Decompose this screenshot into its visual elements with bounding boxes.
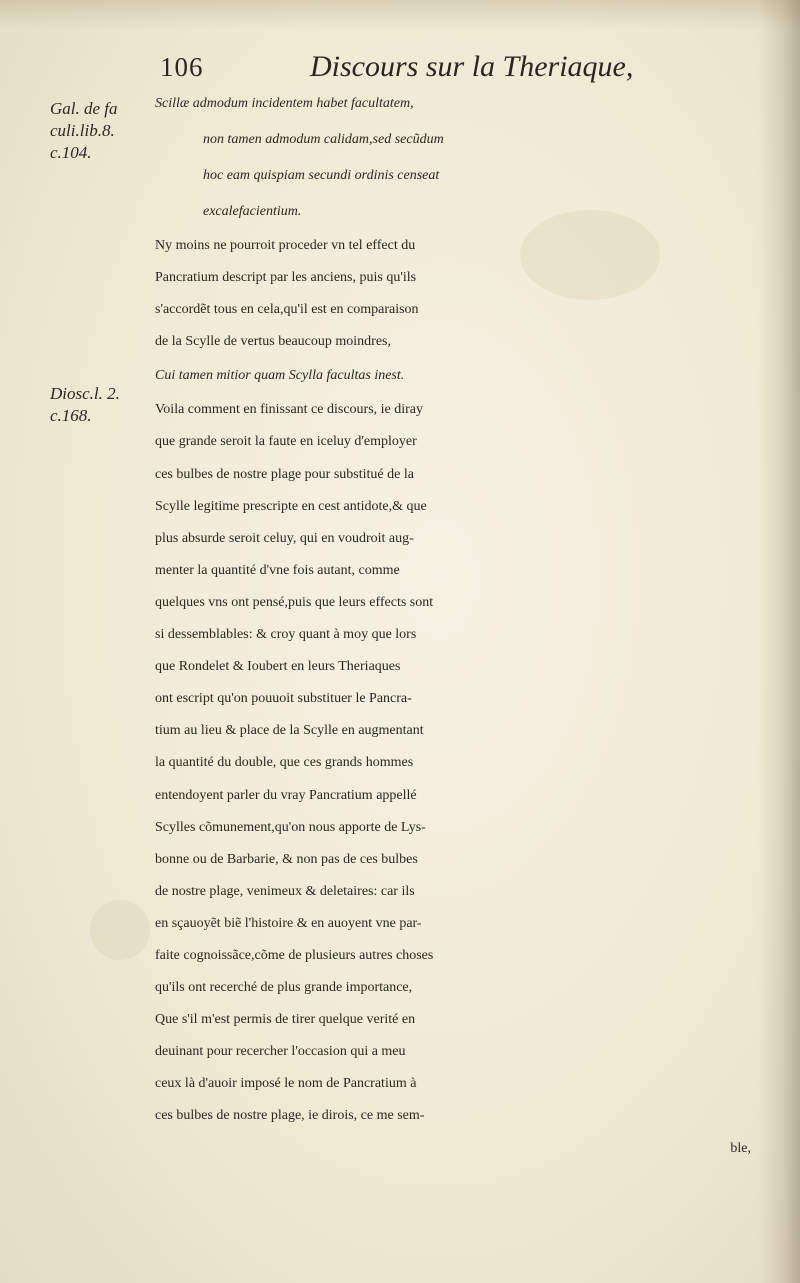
text-line: hoc eam quispiam secundi ordinis censeat [203, 168, 440, 183]
text-line: non tamen admodum calidam,sed secũdum [203, 132, 444, 147]
text-line: de nostre plage, venimeux & deletaires: car ils [155, 883, 415, 899]
text-line: Scylles cõmunement,qu'on nous apporte de Lys- [155, 819, 426, 835]
text-line: deuinant pour recercher l'occasion qui a meu [155, 1044, 406, 1060]
page-number: 106 [160, 52, 204, 82]
text-line: Scillæ admodum incidentem habet facultatem, [155, 96, 414, 111]
text-line: bonne ou de Barbarie, & non pas de ces bulbes [155, 851, 418, 867]
text-line: quelques vns ont pensé,puis que leurs effects sont [155, 594, 434, 610]
text-line: en sçauoyẽt biẽ l'histoire & en auoyent vne par- [155, 915, 422, 931]
text-line: menter la quantité d'vne fois autant, comme [155, 562, 400, 578]
text-line: entendoyent parler du vray Pancratium appellé [155, 787, 417, 803]
text-line: Que s'il m'est permis de tirer quelque verité en [155, 1012, 416, 1028]
text-line: plus absurde seroit celuy, qui en voudroit aug- [155, 530, 414, 546]
text-line: qu'ils ont recerché de plus grande importance, [155, 980, 413, 996]
text-line: s'accordẽt tous en cela,qu'il est en comparaison [155, 302, 419, 318]
text-line: Pancratium descript par les anciens, puis qu'ils [155, 270, 417, 286]
text-line: que Rondelet & Ioubert en leurs Theriaques [155, 659, 401, 675]
text-line: si dessemblables: & croy quant à moy que lors [155, 627, 417, 643]
text-line: Ny moins ne pourroit proceder vn tel effect du [155, 238, 416, 253]
page-top-shadow [0, 0, 800, 30]
paper-stain [90, 900, 150, 960]
margin-note-dioscorides: Diosc.l. 2. c.168. [50, 384, 120, 425]
text-line: Voila comment en finissant ce discours, ie diray [155, 402, 424, 418]
text-line: que grande seroit la faute en iceluy d'employer [155, 434, 417, 450]
text-line: excalefacientium. [203, 204, 302, 219]
text-line: ble, [730, 1140, 751, 1156]
text-line: ces bulbes de nostre plage, ie dirois, ce me sem- [155, 1108, 425, 1124]
text-line: de la Scylle de vertus beaucoup moindres, [155, 334, 391, 350]
text-line: tium au lieu & place de la Scylle en augmentant [155, 723, 424, 739]
text-line: la quantité du double, que ces grands hommes [155, 755, 414, 771]
text-line: faite cognoissãce,cõme de plusieurs autres choses [155, 947, 434, 963]
running-title: Discours sur la Theriaque, [310, 50, 634, 83]
text-line: ont escript qu'on pouuoit substituer le Pancra- [155, 691, 412, 707]
text-line: ceux là d'auoir imposé le nom de Pancratium à [155, 1076, 417, 1092]
text-line: Cui tamen mitior quam Scylla facultas inest. [155, 368, 405, 384]
text-line: ces bulbes de nostre plage pour substitué de la [155, 466, 414, 482]
page-header [160, 50, 760, 90]
body-text [155, 86, 755, 1165]
margin-note-galen: Gal. de fa culi.lib.8. c.104. [50, 99, 118, 162]
text-line: Scylle legitime prescripte en cest antidote,& que [155, 498, 427, 514]
page-gutter-shadow [758, 0, 800, 1283]
